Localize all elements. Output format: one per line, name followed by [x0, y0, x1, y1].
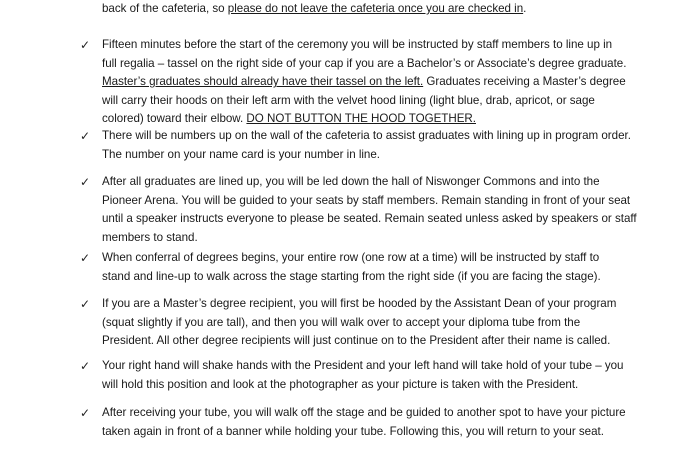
text-segment: Pioneer Arena. You will be guided to your seats by staff members. Remain standing in front of your seat — [102, 193, 631, 207]
text-line — [102, 268, 682, 287]
underlined-text: please do not leave the cafeteria once you are checked in — [227, 2, 524, 15]
text-segment: When conferral of degrees begins, your entire row (one row at a time) will be instructed by staff to — [102, 251, 600, 264]
text-line — [102, 173, 682, 192]
text-line — [102, 55, 682, 74]
item-text — [102, 404, 682, 441]
text-segment: members to stand. — [102, 230, 198, 244]
checkmark-icon: ✓ — [80, 175, 91, 189]
item-text — [102, 173, 682, 247]
item-text — [102, 36, 682, 129]
text-segment: will hold this position and look at the photographer as your picture is taken with the President. — [102, 377, 579, 391]
text-segment: After all graduates are lined up, you will be led down the hall of Niswonger Commons and into the — [102, 175, 600, 188]
underlined-text: DO NOT BUTTON THE HOOD TOGETHER. — [246, 112, 476, 126]
text-line — [102, 332, 682, 351]
text-segment: colored) toward their elbow. — [102, 112, 247, 126]
text-segment: full regalia – tassel on the right side of your cap if you are a Bachelor’s or Associate’s degree graduate. — [102, 56, 627, 70]
text-segment: back of the cafeteria, so — [102, 2, 228, 15]
text-line — [102, 146, 682, 165]
checkmark-icon: ✓ — [80, 297, 91, 311]
text-line — [102, 376, 682, 395]
text-segment: until a speaker instructs everyone to please be seated. Remain seated unless asked by speakers or staff — [102, 212, 637, 226]
text-segment: The number on your name card is your number in line. — [102, 147, 380, 161]
text-segment: If you are a Master’s degree recipient, you will first be hooded by the Assistant Dean of your program — [102, 297, 617, 310]
text-segment: President. All other degree recipients will just continue on to the President after their name is called. — [102, 334, 611, 348]
text-segment: Fifteen minutes before the start of the ceremony you will be instructed by staff members to line up in — [102, 38, 613, 51]
text-line — [102, 295, 682, 314]
text-segment: taken again in front of a banner while holding your tube. Following this, you will return to your seat. — [102, 424, 604, 438]
text-line — [102, 192, 682, 211]
text-segment: Your right hand will shake hands with the President and your left hand will take hold of your tube – you — [102, 359, 624, 372]
checkmark-icon: ✓ — [80, 406, 91, 420]
text-line — [102, 36, 682, 55]
text-line — [102, 314, 682, 333]
checkmark-icon: ✓ — [80, 38, 91, 52]
underlined-text: Master’s graduates should already have their tassel on the left. — [102, 75, 424, 89]
item-text — [102, 295, 682, 351]
text-line — [102, 92, 682, 111]
text-segment: will carry their hoods on their left arm with the velvet hood lining (light blue, drab, apricot, or sage — [102, 93, 595, 107]
text-line — [102, 210, 682, 229]
text-line — [102, 229, 682, 248]
item-text — [102, 127, 682, 164]
text-segment: Graduates receiving a Master’s degree — [423, 75, 626, 89]
text-line — [102, 73, 682, 92]
text-line — [102, 357, 682, 376]
text-line — [102, 249, 682, 268]
text-line — [102, 0, 682, 19]
text-segment: stand and line-up to walk across the stage starting from the right side (if you are facing the stage). — [102, 269, 601, 283]
text-line — [102, 404, 682, 423]
checkmark-icon: ✓ — [80, 251, 91, 265]
text-segment: There will be numbers up on the wall of the cafeteria to assist graduates with lining up in program order. — [102, 129, 631, 142]
text-segment: (squat slightly if you are tall), and then you will walk over to accept your diploma tube from the — [102, 315, 581, 329]
item-text — [102, 357, 682, 394]
item-text — [102, 249, 682, 286]
text-line — [102, 127, 682, 146]
text-segment: After receiving your tube, you will walk off the stage and be guided to another spot to have your picture — [102, 406, 626, 419]
text-line — [102, 423, 682, 442]
item-text — [102, 0, 682, 19]
checkmark-icon: ✓ — [80, 129, 91, 143]
text-segment: . — [523, 2, 527, 15]
checkmark-icon: ✓ — [80, 359, 91, 373]
